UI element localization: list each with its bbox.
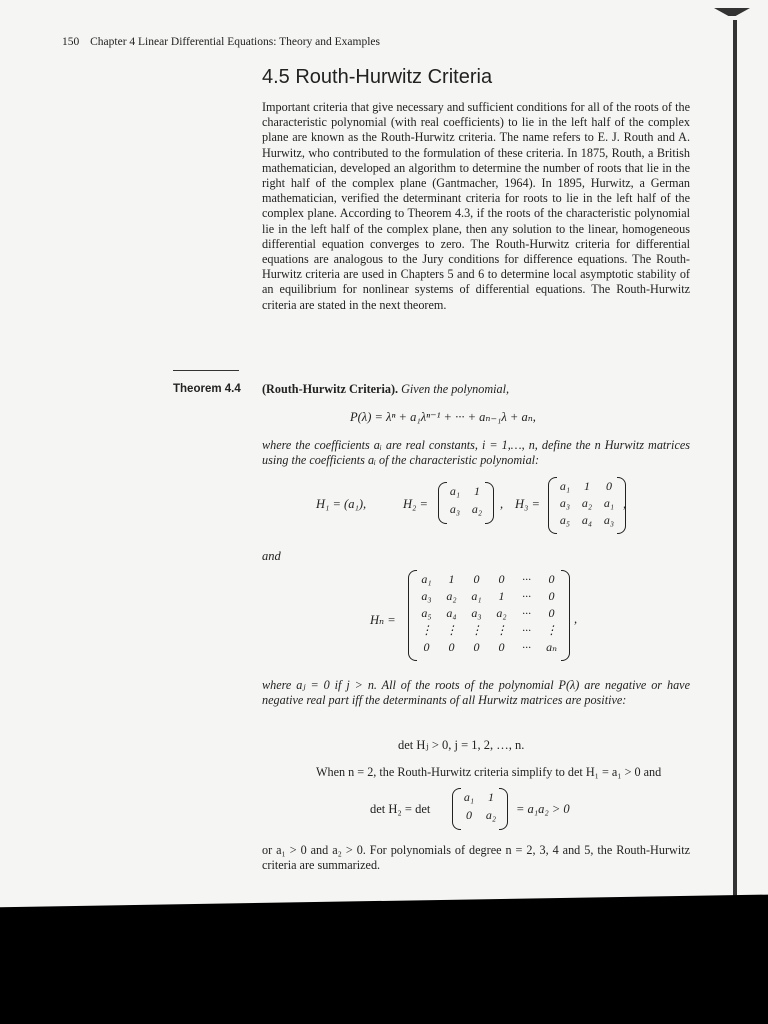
matrix-cell: 0 xyxy=(548,572,555,586)
det-h2-right: = a₁a₂ > 0 xyxy=(516,802,570,816)
matrix-cell: ⋮ xyxy=(470,623,483,637)
matrix-cell: a₅ xyxy=(559,513,571,527)
matrix-cell: a₂ xyxy=(496,606,507,620)
matrix-cell: ··· xyxy=(522,606,531,620)
matrix-cell: 1 xyxy=(584,479,590,493)
matrix-cell: a₃ xyxy=(471,606,482,620)
matrix-cell: a₃ xyxy=(421,589,432,603)
matrix-cell: ⋮ xyxy=(420,623,433,637)
matrix-cell: ··· xyxy=(522,640,531,654)
matrix-cell: a₄ xyxy=(581,513,593,527)
matrix-cell: a₁ xyxy=(603,496,615,510)
matrix-cell: 0 xyxy=(473,572,480,586)
matrix-cell: a₄ xyxy=(446,606,457,620)
matrix-cell: a₁ xyxy=(559,479,571,493)
matrix-cell: 0 xyxy=(498,572,505,586)
matrix-cell: ··· xyxy=(522,572,531,586)
hn-label: Hₙ = xyxy=(370,613,396,627)
coefficient-text: where the coefficients aᵢ are real constants, i = 1,…, n, define the n Hurwitz matrices using the coefficients aᵢ of the characteristic polynomial: xyxy=(262,438,690,468)
matrix-cell: 0 xyxy=(548,606,555,620)
matrix-cell: a₂ xyxy=(471,502,483,516)
h3-comma: , xyxy=(623,497,627,511)
matrix-cell: 0 xyxy=(498,640,505,654)
page-number: 150 xyxy=(62,36,80,48)
hn-matrix xyxy=(408,570,570,659)
h2-matrix xyxy=(438,482,494,522)
matrix-cell: ··· xyxy=(522,623,531,637)
theorem-name: (Routh-Hurwitz Criteria). xyxy=(262,382,399,396)
scan-dark-region xyxy=(0,882,768,1008)
theorem-heading xyxy=(262,382,509,397)
theorem-conclusion: where aⱼ = 0 if j > n. All of the roots of the polynomial P(λ) are negative or have negative real part iff the determinants of all Hurwitz matrices are positive: xyxy=(262,678,690,708)
matrix-cell: a₃ xyxy=(559,496,571,510)
n2-text: When n = 2, the Routh-Hurwitz criteria simplify to det H₁ = a₁ > 0 and xyxy=(316,765,662,779)
polynomial-equation: P(λ) = λⁿ + a₁λⁿ⁻¹ + ··· + aₙ₋₁λ + aₙ, xyxy=(350,410,536,424)
matrix-cell: 0 xyxy=(548,589,555,603)
matrix-cell: a₂ xyxy=(581,496,593,510)
matrix-cell: 1 xyxy=(488,790,494,804)
matrix-cell: a₁ xyxy=(463,790,475,804)
h3-matrix xyxy=(548,477,626,532)
running-head xyxy=(62,36,380,48)
matrix-cell: 1 xyxy=(498,589,505,603)
matrix-cell: 1 xyxy=(448,572,455,586)
matrix-cell: ⋮ xyxy=(445,623,458,637)
matrix-cell: 0 xyxy=(466,808,472,822)
scan-edge-cap xyxy=(714,8,750,16)
final-text: or a₁ > 0 and a₂ > 0. For polynomials of degree n = 2, 3, 4 and 5, the Routh-Hurwitz criteria are summarized. xyxy=(262,843,690,873)
matrix-cell: 0 xyxy=(423,640,430,654)
matrix-cell: a₂ xyxy=(446,589,457,603)
det-h2-matrix xyxy=(452,788,508,828)
matrix-cell: a₃ xyxy=(449,502,461,516)
matrix-cell: a₁ xyxy=(449,484,461,498)
theorem-label: Theorem 4.4 xyxy=(173,383,241,395)
theorem-lead: Given the polynomial, xyxy=(401,382,510,396)
h1-matrix: H₁ = (a₁), xyxy=(316,497,367,511)
matrix-cell: ··· xyxy=(522,589,531,603)
scan-right-edge xyxy=(733,20,737,900)
intro-paragraph: Important criteria that give necessary and sufficient conditions for all of the roots of the characteristic polynomial (with real coefficients) to lie in the left half of the complex plane are known as the Routh-Hurwitz criteria. The name refers to E. J. Routh and A. Hurwitz, who contributed to the formulation of these criteria. In 1875, Routh, a British mathematician, developed an algorithm to determine the number of roots that lie in the right half of the complex plane (Gantmacher, 1964). In 1895, Hurwitz, a German mathematician, verified the determinant criteria for roots to lie in the left half of the complex plane. According to Theorem 4.3, if the roots of the characteristic polynomial lie in the left half of the complex plane, then any solution to the linear, homogeneous differential equation converges to zero. The Routh-Hurwitz criteria for differential equations are analogous to the Jury conditions for difference equations. The Routh-Hurwitz criteria are used in Chapters 5 and 6 to determine local asymptotic stability of an equilibrium for nonlinear systems of differential equations. The Routh-Hurwitz criteria are stated in the next theorem. xyxy=(262,100,690,312)
h2-comma: , xyxy=(500,497,504,511)
matrix-cell: a₃ xyxy=(603,513,615,527)
det-h2-left: det H₂ = det xyxy=(370,802,431,816)
and-word: and xyxy=(262,549,281,563)
chapter-title: Chapter 4 Linear Differential Equations: Theory and Examples xyxy=(90,36,380,48)
hn-comma: , xyxy=(574,612,578,626)
matrix-cell: 0 xyxy=(448,640,455,654)
section-title: 4.5 Routh-Hurwitz Criteria xyxy=(262,66,493,88)
matrix-cell: ⋮ xyxy=(495,623,508,637)
matrix-cell: a₁ xyxy=(471,589,482,603)
scan-bottom-bar xyxy=(0,1008,768,1024)
theorem-rule xyxy=(173,370,239,371)
matrix-cell: a₂ xyxy=(485,808,497,822)
matrix-cell: 0 xyxy=(473,640,480,654)
h3-label: H₃ = xyxy=(515,497,540,511)
matrix-cell: a₁ xyxy=(421,572,432,586)
matrix-cell: aₙ xyxy=(546,640,557,654)
h2-label: H₂ = xyxy=(403,497,428,511)
matrix-cell: ⋮ xyxy=(545,623,558,637)
matrix-cell: a₅ xyxy=(421,606,432,620)
det-condition: det Hⱼ > 0, j = 1, 2, …, n. xyxy=(398,738,525,752)
matrix-cell: 0 xyxy=(606,479,612,493)
matrix-cell: 1 xyxy=(474,484,480,498)
